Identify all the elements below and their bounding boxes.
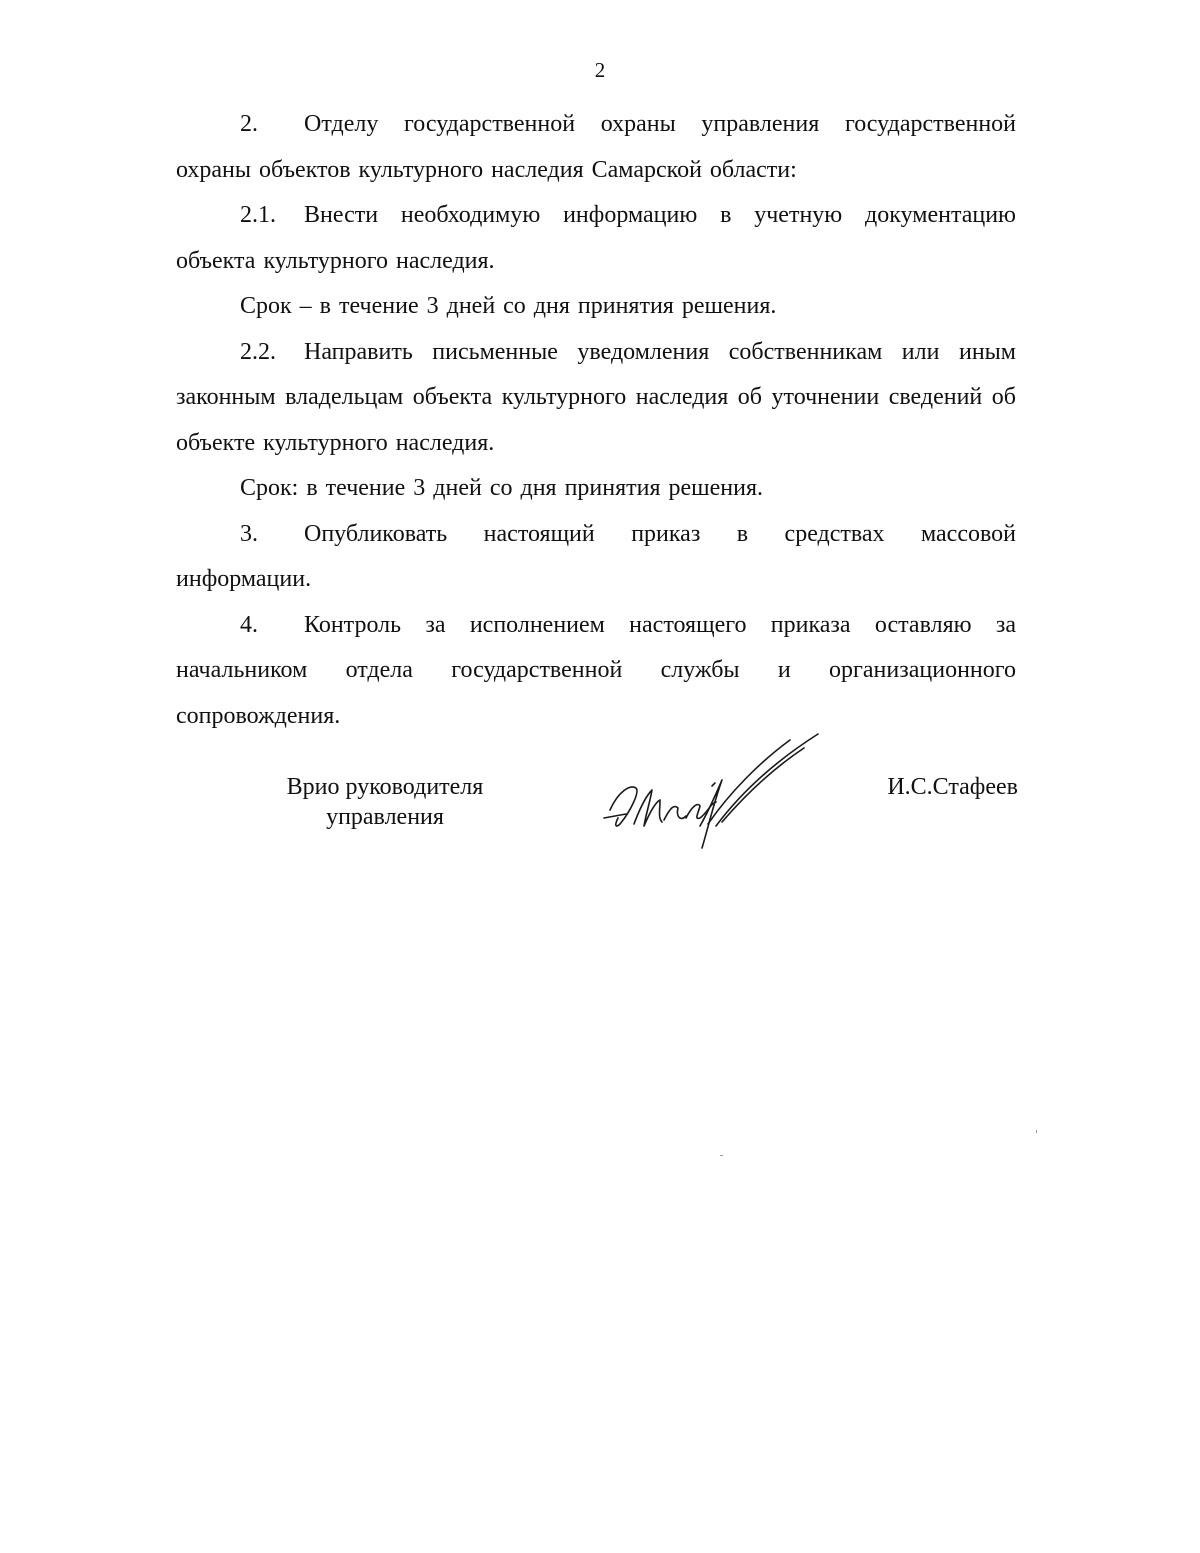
signatory-name: И.С.Стафеев bbox=[887, 774, 1018, 800]
paragraph-number: 2.2. bbox=[240, 338, 276, 365]
signatory-title-line2: управления bbox=[326, 804, 444, 830]
paragraph-deadline-1 bbox=[176, 284, 1016, 330]
paragraph-text: Направить письменные уведомления собственникам или иным законным владельцам объекта культурного наследия об уточнении сведений об объекте культурного наследия. bbox=[176, 338, 1016, 456]
handwritten-signature bbox=[590, 732, 830, 862]
paragraph-4 bbox=[176, 603, 1016, 740]
paragraph-deadline-2 bbox=[176, 466, 1016, 512]
paragraph-2 bbox=[176, 102, 1016, 193]
signature-block bbox=[0, 772, 1200, 892]
paragraph-text: Контроль за исполнением настоящего приказа оставляю за начальником отдела государственной службы и организационного сопровождения. bbox=[176, 611, 1016, 729]
paragraph-2-1 bbox=[176, 193, 1016, 284]
paragraph-text: Срок: в течение 3 дней со дня принятия решения. bbox=[240, 475, 764, 501]
paragraph-number: 3. bbox=[240, 520, 258, 547]
paragraph-text: Отделу государственной охраны управления государственной охраны объектов культурного наследия Самарской области: bbox=[176, 111, 1016, 183]
page-number: 2 bbox=[594, 58, 606, 82]
paragraph-2-2 bbox=[176, 330, 1016, 467]
paragraph-number: 2.1. bbox=[240, 202, 276, 228]
paragraph-number: 4. bbox=[240, 611, 258, 638]
paragraph-text: Внести необходимую информацию в учетную документацию объекта культурного наследия. bbox=[176, 202, 1016, 274]
scan-speck bbox=[720, 1155, 723, 1156]
paragraph-number: 2. bbox=[240, 111, 258, 137]
signatory-title-line1: Врио руководителя bbox=[286, 774, 484, 800]
paragraph-text: Срок – в течение 3 дней со дня принятия решения. bbox=[240, 293, 777, 319]
signatory-title bbox=[260, 772, 510, 832]
document-body bbox=[176, 102, 1016, 739]
scan-speck bbox=[1036, 1130, 1037, 1133]
paragraph-text: Опубликовать настоящий приказ в средствах массовой информации. bbox=[176, 520, 1016, 592]
paragraph-3 bbox=[176, 512, 1016, 603]
